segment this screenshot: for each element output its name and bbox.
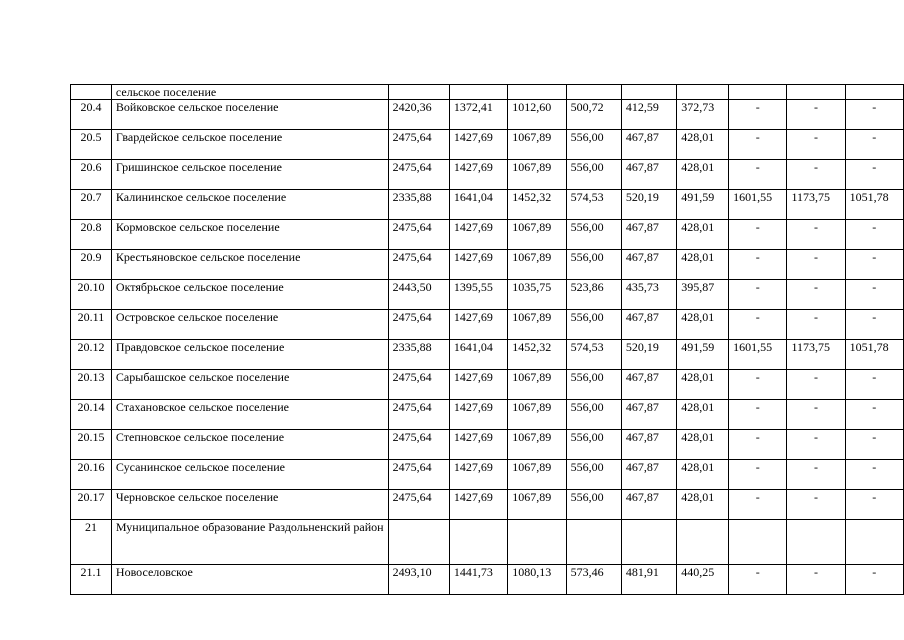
row-number: 20.17 <box>71 490 112 520</box>
value-cell: 2335,88 <box>388 340 449 370</box>
value-cell: 1427,69 <box>449 220 507 250</box>
value-cell: 1427,69 <box>449 490 507 520</box>
value-cell: 1067,89 <box>508 310 566 340</box>
value-cell: - <box>787 565 845 595</box>
settlement-name: Муниципальное образование Раздольненский район <box>111 520 388 565</box>
table-row <box>71 190 904 220</box>
row-number: 20.13 <box>71 370 112 400</box>
table-row <box>71 400 904 430</box>
value-cell: 556,00 <box>566 160 621 190</box>
value-cell: 1067,89 <box>508 490 566 520</box>
settlement-name: Степновское сельское поселение <box>111 430 388 460</box>
value-cell: 1427,69 <box>449 430 507 460</box>
table-row <box>71 520 904 565</box>
row-number: 20.12 <box>71 340 112 370</box>
value-cell: 1601,55 <box>729 190 787 220</box>
table-row <box>71 280 904 310</box>
value-cell: 1173,75 <box>787 340 845 370</box>
settlement-name: Стахановское сельское поселение <box>111 400 388 430</box>
value-cell: 1067,89 <box>508 430 566 460</box>
value-cell: - <box>845 160 903 190</box>
value-cell: - <box>845 100 903 130</box>
value-cell: 1067,89 <box>508 370 566 400</box>
settlement-name: Крестьяновское сельское поселение <box>111 250 388 280</box>
value-cell: 428,01 <box>677 430 729 460</box>
value-cell: 1641,04 <box>449 340 507 370</box>
value-cell <box>845 520 903 565</box>
value-cell <box>677 520 729 565</box>
settlement-name: Войковское сельское поселение <box>111 100 388 130</box>
value-cell: 1452,32 <box>508 340 566 370</box>
value-cell: 520,19 <box>621 190 676 220</box>
value-cell: 1427,69 <box>449 160 507 190</box>
value-cell: 1395,55 <box>449 280 507 310</box>
value-cell: 574,53 <box>566 190 621 220</box>
settlement-name: Правдовское сельское поселение <box>111 340 388 370</box>
value-cell <box>449 85 507 100</box>
value-cell: 467,87 <box>621 130 676 160</box>
value-cell: 1067,89 <box>508 160 566 190</box>
value-cell: 481,91 <box>621 565 676 595</box>
value-cell: 2475,64 <box>388 460 449 490</box>
value-cell: - <box>729 160 787 190</box>
value-cell: 1427,69 <box>449 130 507 160</box>
row-number: 20.9 <box>71 250 112 280</box>
value-cell: - <box>729 460 787 490</box>
value-cell: 2475,64 <box>388 160 449 190</box>
value-cell: - <box>845 565 903 595</box>
table-row <box>71 460 904 490</box>
value-cell: 2420,36 <box>388 100 449 130</box>
table-row <box>71 250 904 280</box>
value-cell: 467,87 <box>621 370 676 400</box>
value-cell: - <box>845 490 903 520</box>
value-cell: - <box>787 130 845 160</box>
value-cell: - <box>787 400 845 430</box>
value-cell: 1641,04 <box>449 190 507 220</box>
settlement-name: Новоселовское <box>111 565 388 595</box>
value-cell: 556,00 <box>566 370 621 400</box>
value-cell: - <box>787 490 845 520</box>
value-cell: 467,87 <box>621 490 676 520</box>
value-cell: 428,01 <box>677 490 729 520</box>
value-cell: 2475,64 <box>388 220 449 250</box>
table-row <box>71 100 904 130</box>
value-cell: - <box>845 430 903 460</box>
row-number: 20.4 <box>71 100 112 130</box>
settlement-name: сельское поселение <box>111 85 388 100</box>
value-cell: 2475,64 <box>388 490 449 520</box>
value-cell <box>621 85 676 100</box>
value-cell: 556,00 <box>566 460 621 490</box>
settlement-name: Калининское сельское поселение <box>111 190 388 220</box>
value-cell: 2335,88 <box>388 190 449 220</box>
value-cell: 556,00 <box>566 430 621 460</box>
value-cell: 2493,10 <box>388 565 449 595</box>
value-cell: 467,87 <box>621 430 676 460</box>
value-cell: 467,87 <box>621 310 676 340</box>
value-cell: 2475,64 <box>388 430 449 460</box>
value-cell: 2475,64 <box>388 310 449 340</box>
row-number: 20.6 <box>71 160 112 190</box>
value-cell: 412,59 <box>621 100 676 130</box>
row-number <box>71 85 112 100</box>
value-cell: 1427,69 <box>449 400 507 430</box>
value-cell <box>787 85 845 100</box>
value-cell: - <box>729 565 787 595</box>
value-cell: - <box>787 100 845 130</box>
value-cell: 467,87 <box>621 220 676 250</box>
row-number: 20.11 <box>71 310 112 340</box>
value-cell: 1372,41 <box>449 100 507 130</box>
value-cell: 1051,78 <box>845 340 903 370</box>
value-cell: 556,00 <box>566 250 621 280</box>
value-cell: 467,87 <box>621 160 676 190</box>
value-cell <box>677 85 729 100</box>
value-cell: - <box>787 370 845 400</box>
value-cell <box>787 520 845 565</box>
value-cell <box>388 85 449 100</box>
value-cell: - <box>729 400 787 430</box>
value-cell: 1012,60 <box>508 100 566 130</box>
value-cell: 372,73 <box>677 100 729 130</box>
settlement-name: Островское сельское поселение <box>111 310 388 340</box>
value-cell: 467,87 <box>621 460 676 490</box>
row-number: 20.5 <box>71 130 112 160</box>
value-cell: 1080,13 <box>508 565 566 595</box>
value-cell: 1452,32 <box>508 190 566 220</box>
value-cell: - <box>729 370 787 400</box>
value-cell: 1067,89 <box>508 400 566 430</box>
value-cell: 428,01 <box>677 460 729 490</box>
settlement-name: Октябрьское сельское поселение <box>111 280 388 310</box>
value-cell <box>729 85 787 100</box>
value-cell: - <box>845 460 903 490</box>
value-cell: 574,53 <box>566 340 621 370</box>
value-cell: 556,00 <box>566 220 621 250</box>
row-number: 20.8 <box>71 220 112 250</box>
value-cell: 500,72 <box>566 100 621 130</box>
row-number: 20.10 <box>71 280 112 310</box>
value-cell <box>621 520 676 565</box>
value-cell: 1441,73 <box>449 565 507 595</box>
value-cell: 520,19 <box>621 340 676 370</box>
table-row <box>71 340 904 370</box>
value-cell: - <box>787 460 845 490</box>
value-cell: 1067,89 <box>508 460 566 490</box>
value-cell: 435,73 <box>621 280 676 310</box>
value-cell: 523,86 <box>566 280 621 310</box>
value-cell: 428,01 <box>677 160 729 190</box>
tariff-table <box>70 84 904 595</box>
value-cell: 2475,64 <box>388 130 449 160</box>
value-cell: 1427,69 <box>449 250 507 280</box>
value-cell: 2475,64 <box>388 400 449 430</box>
value-cell <box>845 85 903 100</box>
value-cell: - <box>729 280 787 310</box>
value-cell: - <box>787 160 845 190</box>
value-cell: 428,01 <box>677 220 729 250</box>
value-cell: 1173,75 <box>787 190 845 220</box>
settlement-name: Черновское сельское поселение <box>111 490 388 520</box>
table-row <box>71 310 904 340</box>
value-cell: - <box>787 430 845 460</box>
row-number: 20.7 <box>71 190 112 220</box>
value-cell: 1427,69 <box>449 370 507 400</box>
value-cell: 491,59 <box>677 340 729 370</box>
value-cell: 2475,64 <box>388 250 449 280</box>
value-cell <box>729 520 787 565</box>
value-cell: 1067,89 <box>508 220 566 250</box>
value-cell: 2443,50 <box>388 280 449 310</box>
value-cell: 1067,89 <box>508 130 566 160</box>
value-cell: 1427,69 <box>449 460 507 490</box>
value-cell <box>508 520 566 565</box>
table-row <box>71 130 904 160</box>
value-cell: 428,01 <box>677 370 729 400</box>
value-cell: 467,87 <box>621 250 676 280</box>
value-cell: 556,00 <box>566 400 621 430</box>
value-cell: 1067,89 <box>508 250 566 280</box>
value-cell: 467,87 <box>621 400 676 430</box>
value-cell: - <box>845 250 903 280</box>
value-cell: 2475,64 <box>388 370 449 400</box>
value-cell: - <box>787 220 845 250</box>
value-cell: - <box>729 100 787 130</box>
value-cell <box>566 520 621 565</box>
value-cell: - <box>787 250 845 280</box>
settlement-name: Сарыбашское сельское поселение <box>111 370 388 400</box>
value-cell: 1035,75 <box>508 280 566 310</box>
row-number: 21.1 <box>71 565 112 595</box>
value-cell: - <box>729 250 787 280</box>
value-cell: 395,87 <box>677 280 729 310</box>
value-cell: - <box>787 310 845 340</box>
value-cell: 428,01 <box>677 400 729 430</box>
value-cell: 428,01 <box>677 310 729 340</box>
table-row <box>71 430 904 460</box>
value-cell: 491,59 <box>677 190 729 220</box>
table-row <box>71 490 904 520</box>
value-cell: - <box>787 280 845 310</box>
value-cell: - <box>729 220 787 250</box>
value-cell: 1601,55 <box>729 340 787 370</box>
value-cell: - <box>845 310 903 340</box>
value-cell: 440,25 <box>677 565 729 595</box>
row-number: 21 <box>71 520 112 565</box>
table-row <box>71 160 904 190</box>
table-row <box>71 370 904 400</box>
value-cell <box>449 520 507 565</box>
value-cell: - <box>729 430 787 460</box>
value-cell: - <box>845 280 903 310</box>
settlement-name: Кормовское сельское поселение <box>111 220 388 250</box>
row-number: 20.15 <box>71 430 112 460</box>
value-cell <box>508 85 566 100</box>
value-cell <box>566 85 621 100</box>
value-cell: 556,00 <box>566 130 621 160</box>
value-cell: - <box>845 130 903 160</box>
value-cell: - <box>845 220 903 250</box>
value-cell: 428,01 <box>677 130 729 160</box>
value-cell: - <box>845 370 903 400</box>
value-cell: 556,00 <box>566 310 621 340</box>
value-cell: - <box>729 490 787 520</box>
settlement-name: Гришинское сельское поселение <box>111 160 388 190</box>
row-number: 20.14 <box>71 400 112 430</box>
table-row <box>71 565 904 595</box>
table-row <box>71 85 904 100</box>
value-cell: 573,46 <box>566 565 621 595</box>
settlement-name: Гвардейское сельское поселение <box>111 130 388 160</box>
table-row <box>71 220 904 250</box>
value-cell: - <box>729 310 787 340</box>
value-cell: 1051,78 <box>845 190 903 220</box>
value-cell <box>388 520 449 565</box>
value-cell: 556,00 <box>566 490 621 520</box>
settlement-name: Сусанинское сельское поселение <box>111 460 388 490</box>
value-cell: - <box>729 130 787 160</box>
row-number: 20.16 <box>71 460 112 490</box>
value-cell: 428,01 <box>677 250 729 280</box>
value-cell: - <box>845 400 903 430</box>
value-cell: 1427,69 <box>449 310 507 340</box>
